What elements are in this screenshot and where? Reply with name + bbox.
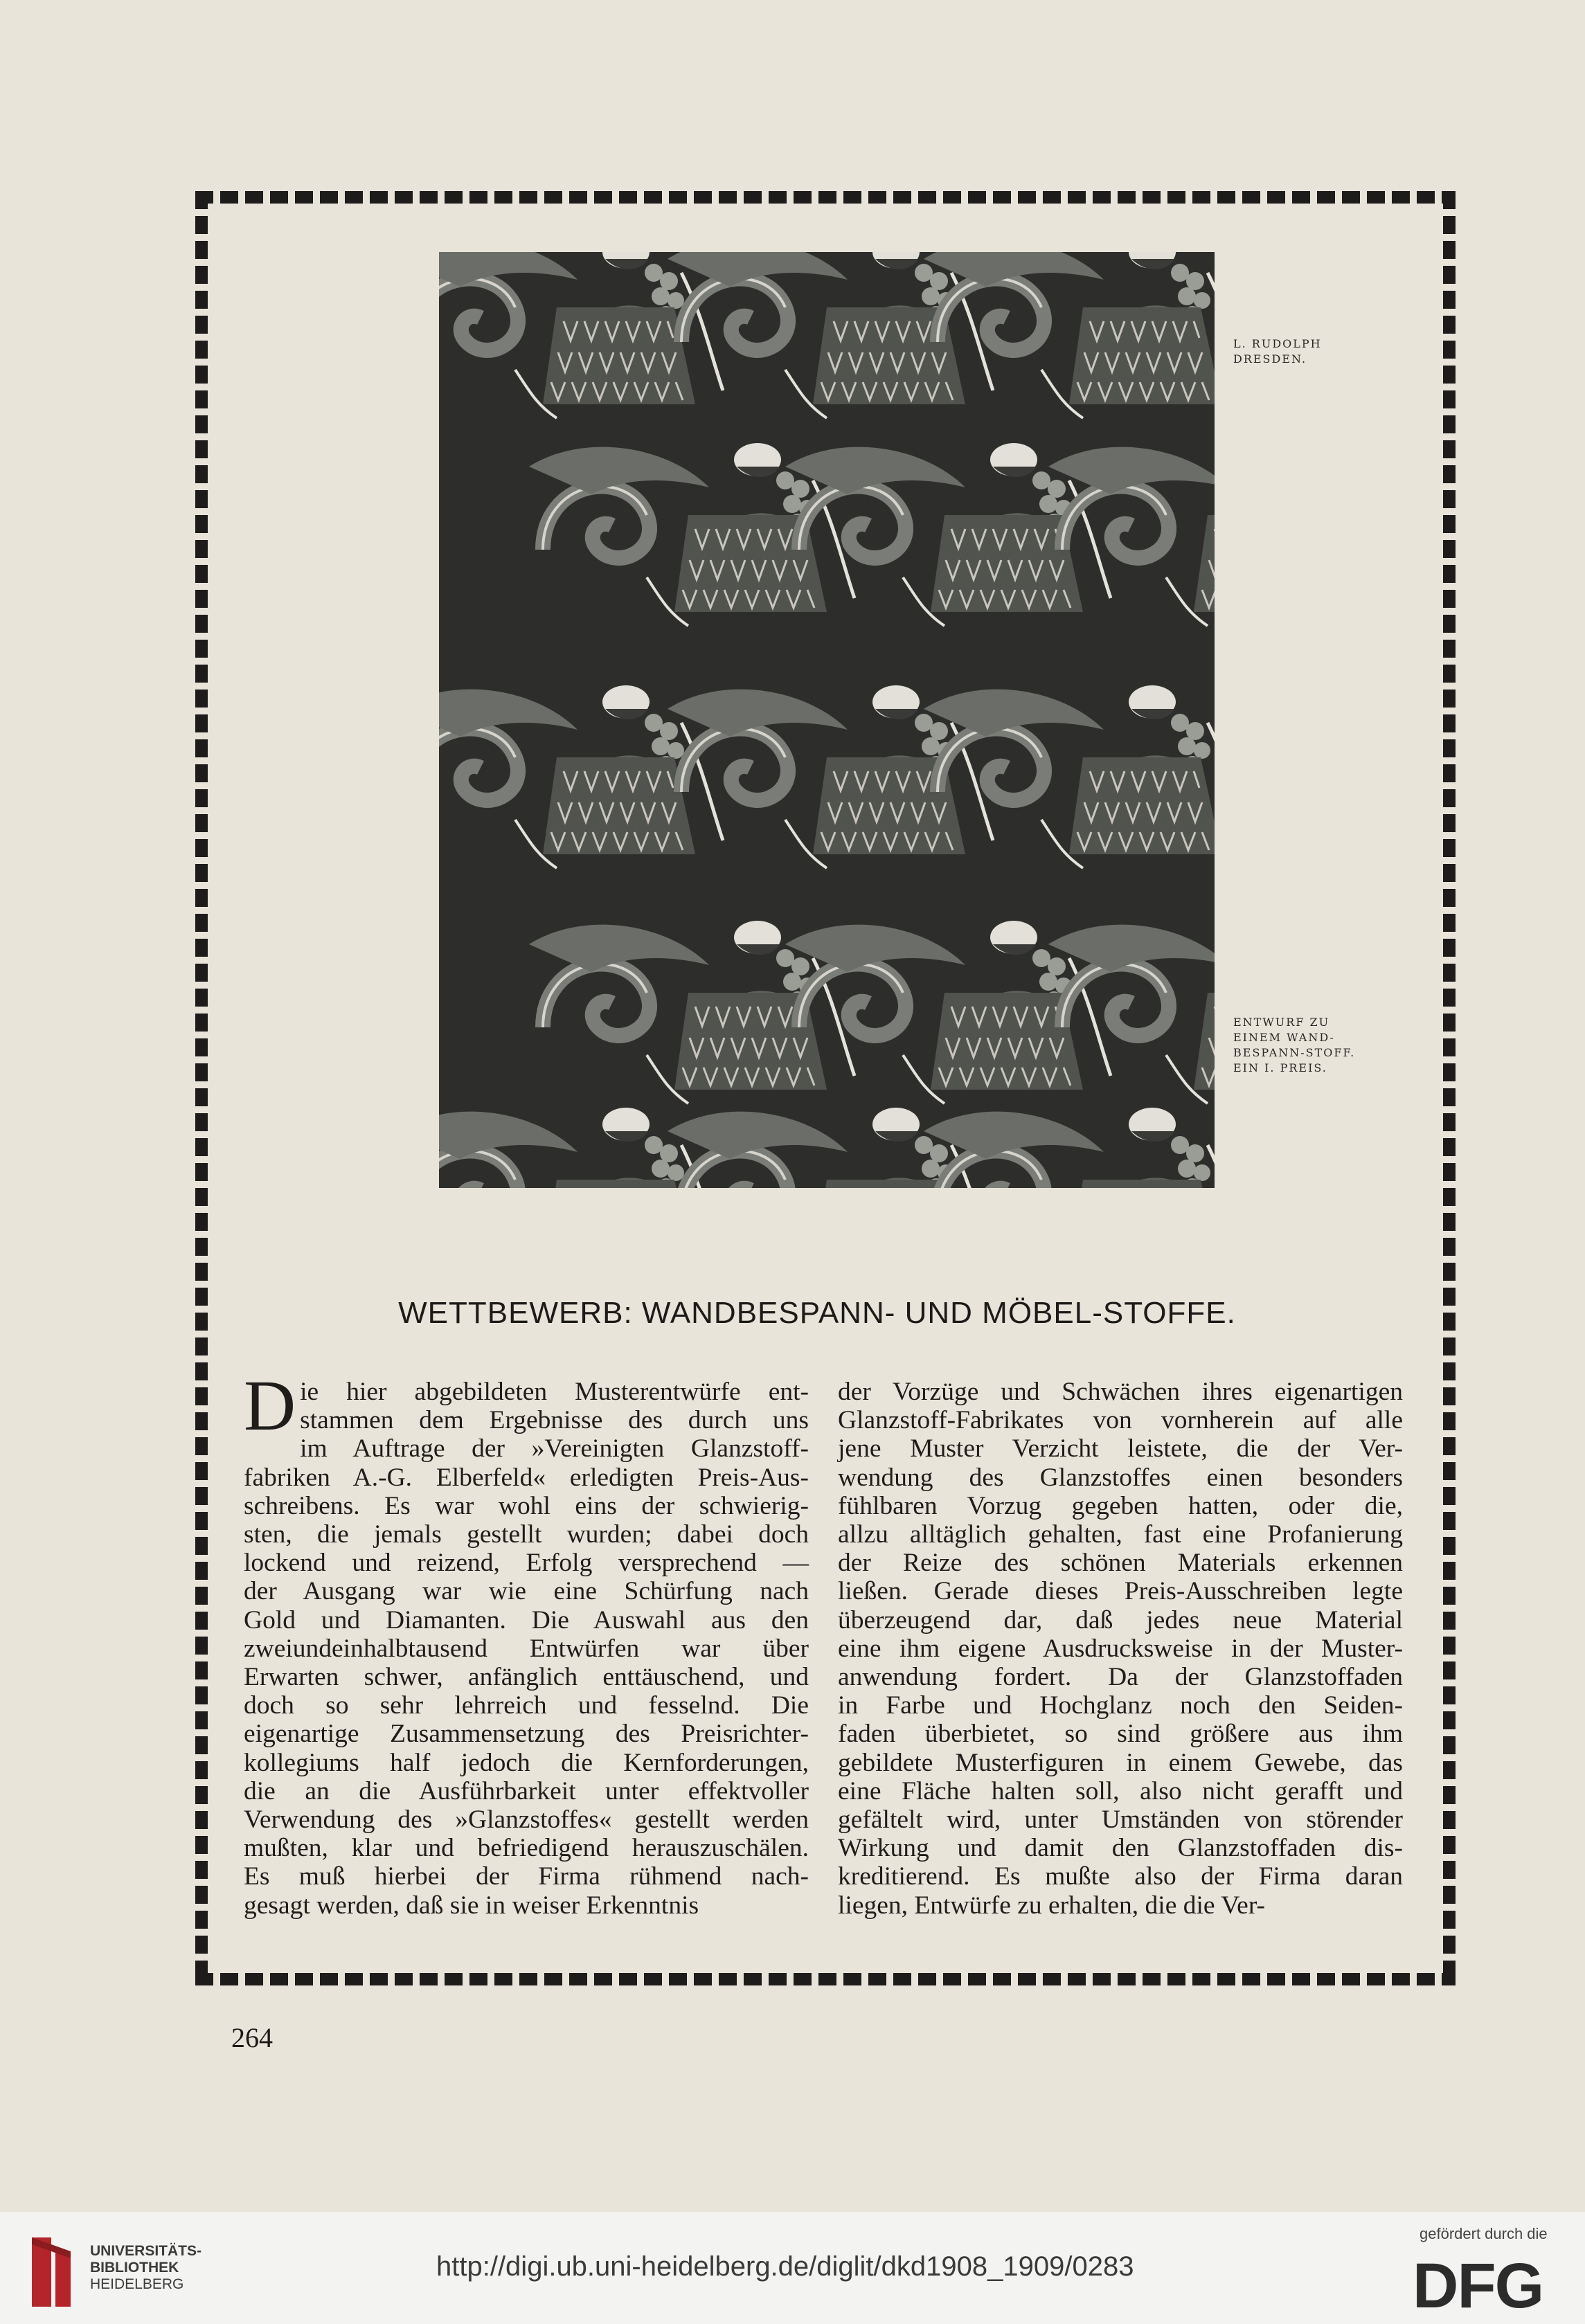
text-line: zweiundeinhalbtausend Entwürfen war über [244, 1634, 809, 1663]
textile-pattern-plate [439, 252, 1215, 1188]
text-line: die an die Ausführbarkeit unter effektvoller [244, 1776, 809, 1805]
text-line: ließen. Gerade dieses Preis-Ausschreiben legte [838, 1577, 1403, 1606]
text-line: gebildete Musterfiguren in einem Gewebe, das [838, 1748, 1403, 1777]
library-line: BIBLIOTHEK [90, 2260, 179, 2276]
text-line: schreibens. Es war wohl eins der schwierig- [244, 1491, 809, 1520]
text-line: jene Muster Verzicht leistete, die der Ver- [838, 1434, 1403, 1463]
dfg-logo: DFG [1413, 2251, 1543, 2321]
text-line: Wirkung und damit den Glanzstoffaden dis- [838, 1834, 1403, 1863]
text-line: Glanzstoff-Fabrikates von vornherein auf alle [838, 1406, 1403, 1435]
source-url-link[interactable]: http://digi.ub.uni-heidelberg.de/diglit/dkd1908_1909/0283 [436, 2251, 1134, 2282]
text-line: der Reize des schönen Materials erkennen [838, 1549, 1403, 1578]
text-line: gefältelt wird, unter Umständen von störender [838, 1805, 1403, 1835]
artist-name: L. RUDOLPH [1233, 337, 1322, 350]
text-line: fühlbaren Vorzug gegeben hatten, oder die, [838, 1491, 1403, 1520]
page-number: 264 [231, 2022, 273, 2053]
frame-bottom [195, 1973, 1456, 1985]
frame-top [195, 191, 1456, 204]
text-line: mußten, klar und befriedigend herauszuschälen. [244, 1834, 809, 1863]
text-line: wendung des Glanzstoffes einen besonders [838, 1463, 1403, 1492]
funding-note: gefördert durch die [1420, 2225, 1548, 2242]
text-line: Verwendung des »Glanzstoffes« gestellt werden [244, 1805, 809, 1835]
design-caption-line: EIN I. PREIS. [1233, 1061, 1327, 1074]
frame-left [195, 191, 208, 1985]
text-column-right [838, 1378, 1403, 1920]
text-line: im Auftrage der »Vereinigten Glanzstoff- [300, 1434, 809, 1463]
text-line: anwendung fordert. Da der Glanzstoffaden [838, 1663, 1403, 1692]
text-line: Es muß hierbei der Firma rühmend nach- [244, 1862, 809, 1891]
design-caption-line: EINEM WAND- [1233, 1031, 1335, 1044]
library-name [90, 2243, 202, 2293]
drop-cap: D [244, 1366, 296, 1445]
text-line: fabriken A.-G. Elberfeld« erledigten Preis-Aus- [244, 1463, 809, 1492]
text-line: gesagt werden, daß sie in weiser Erkenntnis [244, 1891, 699, 1920]
text-line: allzu alltäglich gehalten, fast eine Profanierung [838, 1520, 1403, 1549]
text-line: überzeugend dar, daß jedes neue Material [838, 1605, 1403, 1634]
design-caption-line: ENTWURF ZU [1233, 1016, 1330, 1029]
design-caption [1233, 1015, 1355, 1076]
text-line: kollegiums half jedoch die Kernforderungen, [244, 1748, 809, 1777]
text-line: Gold und Diamanten. Die Auswahl aus den [244, 1605, 809, 1634]
ub-heidelberg-logo-icon [28, 2231, 86, 2314]
text-line: eigenartige Zusammensetzung des Preisrichter- [244, 1720, 809, 1749]
library-line: HEIDELBERG [90, 2276, 184, 2292]
text-line: der Ausgang war wie eine Schürfung nach [244, 1577, 809, 1606]
artist-city: DRESDEN. [1233, 352, 1307, 366]
text-line: Erwarten schwer, anfänglich enttäuschend, und [244, 1663, 809, 1692]
text-line: kreditierend. Es mußte also der Firma daran [838, 1862, 1403, 1891]
text-line: doch so sehr lehrreich und fesselnd. Die [244, 1691, 809, 1720]
text-line: eine Fläche halten soll, also nicht gerafft und [838, 1776, 1403, 1805]
text-line: faden überbietet, so sind größere aus ihm [838, 1720, 1403, 1749]
frame-right [1443, 191, 1456, 1985]
article-heading: WETTBEWERB: WANDBESPANN- UND MÖBEL-STOFFE. [398, 1296, 1236, 1330]
text-line: liegen, Entwürfe zu erhalten, die die Ver- [838, 1891, 1266, 1920]
text-column-left [244, 1366, 809, 1920]
text-line: ie hier abgebildeten Musterentwürfe ent- [300, 1378, 809, 1406]
text-line: in Farbe und Hochglanz noch den Seiden- [838, 1691, 1403, 1720]
text-line: stammen dem Ergebnisse des durch uns [300, 1406, 809, 1435]
text-line: der Vorzüge und Schwächen ihres eigenartigen [838, 1378, 1403, 1406]
text-line: eine ihm eigene Ausdrucksweise in der Muster- [838, 1634, 1403, 1663]
design-caption-line: BESPANN-STOFF. [1233, 1046, 1356, 1059]
text-line: sten, die jemals gestellt wurden; dabei doch [244, 1520, 809, 1549]
artist-caption [1233, 336, 1322, 367]
library-line: UNIVERSITÄTS- [90, 2243, 202, 2259]
text-line: lockend und reizend, Erfolg versprechend — [244, 1549, 809, 1578]
